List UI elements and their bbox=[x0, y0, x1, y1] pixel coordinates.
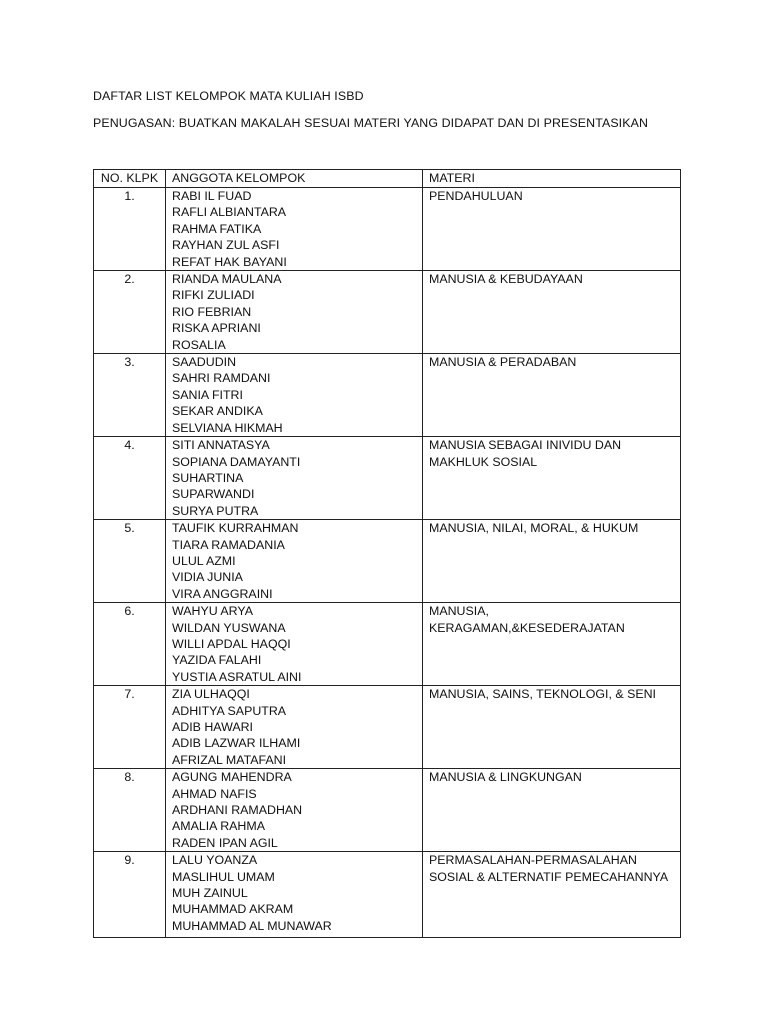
member-name: SUPARWANDI bbox=[172, 487, 255, 502]
member-name: RIFKI ZULIADI bbox=[172, 288, 255, 303]
member-name: SOPIANA DAMAYANTI bbox=[172, 454, 301, 469]
table-row bbox=[94, 603, 681, 686]
table-row bbox=[94, 852, 681, 938]
table-body bbox=[94, 188, 681, 938]
group-members-cell bbox=[166, 520, 423, 603]
member-name: RABI IL FUAD bbox=[172, 189, 252, 203]
page-title: DAFTAR LIST KELOMPOK MATA KULIAH ISBD bbox=[93, 89, 364, 103]
group-number: 4. bbox=[94, 437, 166, 520]
group-members-cell bbox=[166, 354, 423, 437]
member-name: SURYA PUTRA bbox=[172, 503, 259, 518]
group-number: 3. bbox=[94, 354, 166, 437]
member-name: MUHAMMAD AKRAM bbox=[172, 902, 294, 917]
material-cell bbox=[423, 437, 681, 520]
table-row bbox=[94, 437, 681, 520]
material-cell bbox=[423, 271, 681, 354]
group-members-cell bbox=[166, 188, 423, 271]
material-text: MANUSIA SEBAGAI INIVIDU DAN MAKHLUK SOSIAL bbox=[429, 438, 622, 469]
material-text: MANUSIA & PERADABAN bbox=[429, 355, 577, 370]
group-members-cell bbox=[166, 686, 423, 769]
member-name: RIO FEBRIAN bbox=[172, 304, 252, 319]
table-header-row bbox=[94, 170, 681, 188]
group-members-cell bbox=[166, 271, 423, 354]
member-name: SAHRI RAMDANI bbox=[172, 371, 271, 386]
material-text: MANUSIA, SAINS, TEKNOLOGI, & SENI bbox=[429, 687, 656, 702]
member-name: RAFLI ALBIANTARA bbox=[172, 205, 287, 220]
table-row bbox=[94, 769, 681, 852]
member-name: WILDAN YUSWANA bbox=[172, 620, 286, 635]
member-name: WILLI APDAL HAQQI bbox=[172, 636, 291, 651]
group-table bbox=[93, 169, 681, 938]
group-number: 5. bbox=[94, 520, 166, 603]
material-cell bbox=[423, 520, 681, 603]
table-row bbox=[94, 686, 681, 769]
member-name: WAHYU ARYA bbox=[172, 604, 254, 619]
header-material: MATERI bbox=[423, 170, 681, 188]
member-name: RAYHAN ZUL ASFI bbox=[172, 238, 280, 253]
material-text: MANUSIA, NILAI, MORAL, & HUKUM bbox=[429, 521, 639, 536]
member-name: REFAT HAK BAYANI bbox=[172, 254, 287, 269]
member-name: MUHAMMAD AL MUNAWAR bbox=[172, 918, 332, 933]
material-cell bbox=[423, 769, 681, 852]
member-name: ADIB HAWARI bbox=[172, 720, 254, 734]
group-members-cell bbox=[166, 852, 423, 938]
member-name: MASLIHUL UMAM bbox=[172, 869, 275, 884]
group-number: 2. bbox=[94, 271, 166, 354]
group-number: 7. bbox=[94, 686, 166, 769]
header-group-number: NO. KLPK bbox=[94, 170, 166, 188]
header-group-members: ANGGOTA KELOMPOK bbox=[166, 170, 423, 188]
member-name: TIARA RAMADANIA bbox=[172, 537, 285, 552]
member-name: AFRIZAL MATAFANI bbox=[172, 752, 287, 767]
member-name: ADIB LAZWAR ILHAMI bbox=[172, 736, 301, 751]
material-cell bbox=[423, 852, 681, 938]
group-members-cell bbox=[166, 437, 423, 520]
member-name: ZIA ULHAQQI bbox=[172, 687, 250, 702]
table-row bbox=[94, 520, 681, 603]
member-name: RISKA APRIANI bbox=[172, 321, 261, 336]
member-name: VIDIA JUNIA bbox=[172, 570, 243, 585]
member-name: TAUFIK KURRAHMAN bbox=[172, 521, 299, 536]
member-name: SANIA FITRI bbox=[172, 387, 243, 402]
material-cell bbox=[423, 603, 681, 686]
group-members-cell bbox=[166, 603, 423, 686]
member-name: RAHMA FATIKA bbox=[172, 221, 262, 236]
table-row bbox=[94, 354, 681, 437]
member-name: SAADUDIN bbox=[172, 355, 237, 370]
table-row bbox=[94, 271, 681, 354]
member-name: AMALIA RAHMA bbox=[172, 819, 265, 834]
material-cell bbox=[423, 686, 681, 769]
member-name: RIANDA MAULANA bbox=[172, 272, 282, 287]
group-members-cell bbox=[166, 769, 423, 852]
material-text: MANUSIA, KERAGAMAN,&KESEDERAJATAN bbox=[429, 604, 625, 635]
member-name: YAZIDA FALAHI bbox=[172, 653, 262, 668]
group-number: 9. bbox=[94, 852, 166, 938]
member-name: ADHITYA SAPUTRA bbox=[172, 703, 287, 718]
group-number: 8. bbox=[94, 769, 166, 852]
member-name: ARDHANI RAMADHAN bbox=[172, 803, 303, 818]
table-row bbox=[94, 188, 681, 271]
assignment-instructions: PENUGASAN: BUATKAN MAKALAH SESUAI MATERI YANG DIDAPAT DAN DI PRESENTASIKAN bbox=[93, 116, 648, 130]
group-number: 6. bbox=[94, 603, 166, 686]
material-text: PERMASALAHAN-PERMASALAHAN SOSIAL & ALTERNATIF PEMECAHANNYA bbox=[429, 853, 669, 884]
material-text: MANUSIA & LINGKUNGAN bbox=[429, 770, 582, 785]
member-name: YUSTIA ASRATUL AINI bbox=[172, 669, 302, 684]
member-name: MUH ZAINUL bbox=[172, 886, 248, 901]
member-name: SITI ANNATASYA bbox=[172, 438, 270, 453]
member-name: RADEN IPAN AGIL bbox=[172, 835, 278, 850]
material-cell bbox=[423, 354, 681, 437]
member-name: LALU YOANZA bbox=[172, 853, 258, 868]
material-text: MANUSIA & KEBUDAYAAN bbox=[429, 272, 583, 287]
material-text: PENDAHULUAN bbox=[429, 189, 523, 203]
member-name: VIRA ANGGRAINI bbox=[172, 586, 273, 601]
member-name: SELVIANA HIKMAH bbox=[172, 420, 283, 435]
member-name: AHMAD NAFIS bbox=[172, 786, 257, 801]
member-name: ULUL AZMI bbox=[172, 553, 236, 568]
member-name: SEKAR ANDIKA bbox=[172, 404, 263, 419]
member-name: SUHARTINA bbox=[172, 470, 244, 485]
material-cell bbox=[423, 188, 681, 271]
member-name: AGUNG MAHENDRA bbox=[172, 770, 292, 785]
member-name: ROSALIA bbox=[172, 337, 226, 352]
group-number: 1. bbox=[94, 188, 166, 271]
